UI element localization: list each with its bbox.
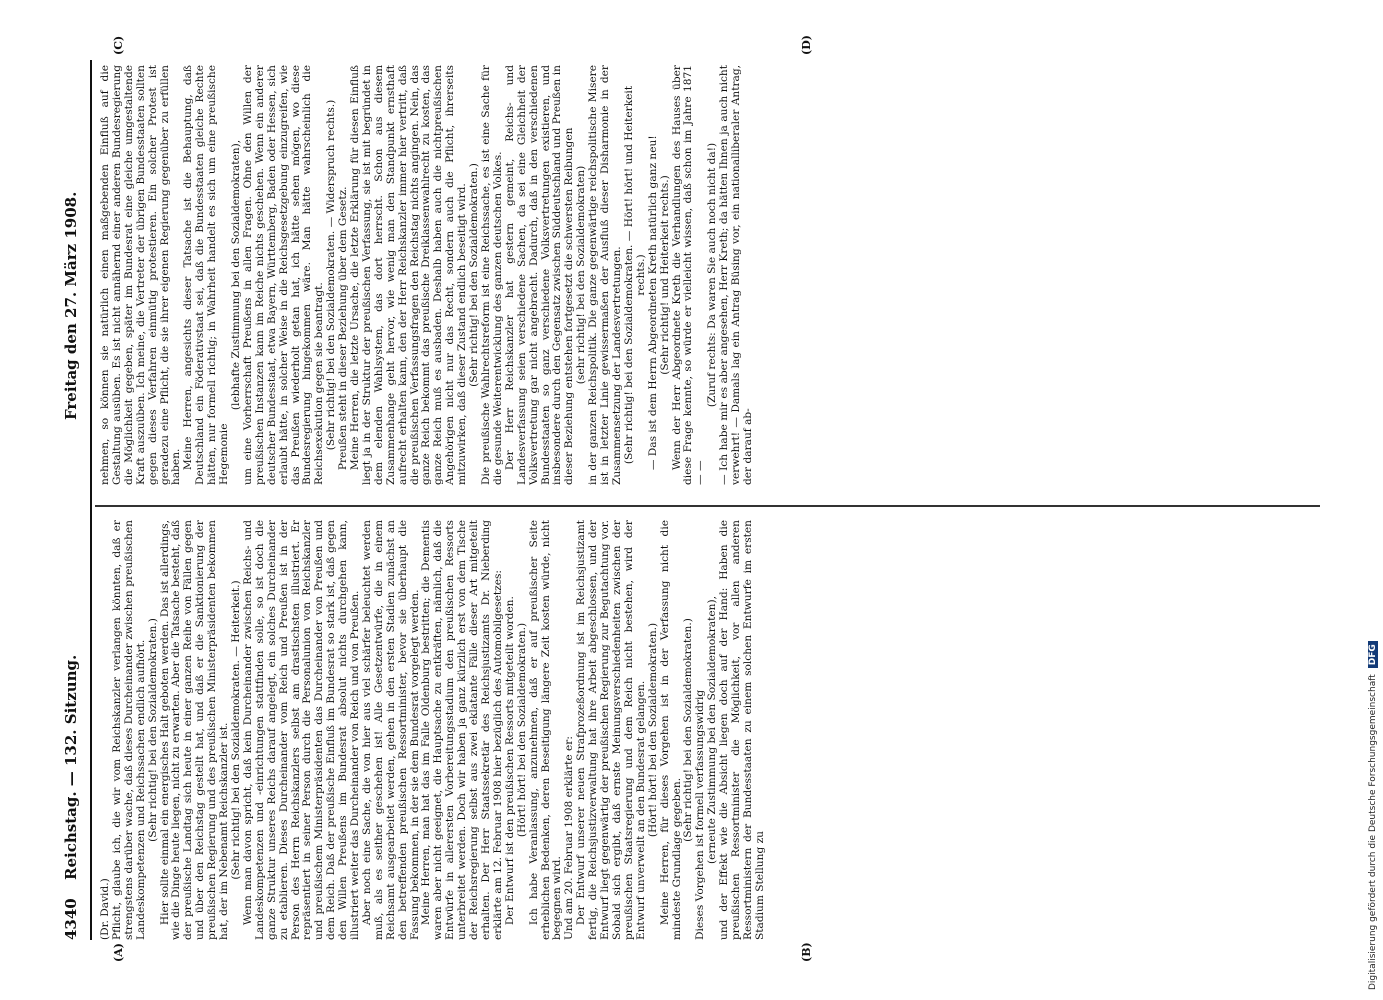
paragraph: (Zuruf rechts: Da waren Sie auch noch nicht da!)	[706, 142, 719, 408]
paragraph: Der Herr Reichskanzler hat gestern gemeint, Reichs- und Landesverfassung seien verschiedene Sachen, da sei eine Gleichheit der Volksvertretung gar nicht angebracht. Dadurch, daß in den verschiedenen Bundesstaaten so ganz verschiedene Volksvertretungen existieren, und insbesondere durch den Gegensatz zwischen Süddeutschland und Preußen in dieser Beziehung entstehen fortgesetzt die schwersten Reibungen	[503, 65, 576, 485]
margin-marker-b: (B)	[800, 942, 813, 962]
digitization-footer	[1368, 641, 1378, 990]
page-header	[60, 60, 88, 940]
paragraph: (Sehr richtig! bei den Sozialdemokraten.)	[468, 163, 481, 387]
paragraph: (erneute Zustimmung bei den Sozialdemokraten),	[706, 596, 719, 864]
paragraph: (Sehr richtig! bei den Sozialdemokraten.)	[682, 618, 695, 842]
paragraph: Wenn der Herr Abgeordnete Kreth die Verhandlungen des Hauses über diese Frage kennte, so würde er vielleicht wissen, daß schon im Jahre 1871 — —	[670, 65, 707, 485]
paragraph: Der Entwurf ist den preußischen Ressorts mitgeteilt worden.	[503, 596, 516, 926]
column-divider	[95, 506, 1320, 508]
margin-marker-d: (D)	[800, 35, 813, 55]
paragraph: nehmen, so können sie natürlich einen maßgebenden Einfluß auf die Gestaltung ausüben. Es ist nicht annähernd einer anderen Bundesregierung die Möglichkeit gegeben, später im Bundesrat eine gleiche umgestaltende Kraft auszuüben. Ich meine, die Vertreter der übrigen Bundesstaaten sollten gegen dieses Verfahren einmütig protestieren. Ein solcher Protest ist geradezu eine Pflicht, die sie ihrer eigenen Regierung gegenüber zu erfüllen haben.	[99, 65, 183, 485]
left-text-column	[100, 520, 767, 940]
paragraph: in der ganzen Reichspolitik. Die ganze gegenwärtige reichspolitische Misere ist in letzter Linie gewissermaßen der Ausfluß dieser Disharmonie in der Zusammensetzung der Landesvertretungen.	[587, 65, 623, 485]
header-date: Freitag den 27. März 1908.	[62, 191, 80, 420]
paragraph: Meine Herren, angesichts dieser Tatsache ist die Behauptung, daß Deutschland ein Föderativstaat sei, daß die Bundesstaaten gleiche Rechte hätten, nur formell richtig; in Wahrheit handelt es sich um eine preußische Hegemonie	[182, 65, 231, 485]
paragraph: (Dr. David.)	[99, 878, 111, 940]
paragraph: Meine Herren, die letzte Ursache, die letzte Erklärung für diesen Einfluß liegt ja in der Struktur der preußischen Verfassung, sie ist mit begründet in dem elenden Wahlsystem, das dort herrscht. Schon aus diesem Zusammenhange geht hervor, wie wenig man den Standpunkt ernsthaft aufrecht erhalten kann, den der Herr Reichskanzler immer hier vertritt, daß die preußischen Verfassungsfragen den Reichstag nichts angingen. Nein, das ganze Reich bekommt das preußische Dreiklassenwahlrecht zu kosten, das ganze Reich muß es ausbaden. Deshalb haben auch die nichtpreußischen Angehörigen nicht nur das Recht, sondern auch die Pflicht, ihrerseits mitzuwirken, daß dieser Zustand endlich beseitigt wird.	[349, 65, 469, 485]
paragraph: — Das ist dem Herrn Abgeordneten Kreth natürlich ganz neu!	[646, 135, 659, 471]
paragraph: und der Effekt wie die Absicht liegen doch auf der Hand: Haben die preußischen Ressortminister die Möglichkeit, vor allen anderen Ressortministern der Bundesstaaten zu einem solchen Entwurfe im ersten Stadium Stellung zu	[718, 520, 766, 940]
paragraph: (Sehr richtig! bei den Sozialdemokraten. — Widerspruch rechts.)	[325, 99, 338, 451]
paragraph: um eine Vorherrschaft Preußens in allen Fragen. Ohne den Willen der preußischen Instanzen kann im Reiche nichts geschehen. Wenn ein anderer deutscher Bundesstaat, etwa Bayern, Württemberg, Baden oder Hessen, sich erlaubt hätte, in solcher Weise in die Reichsgesetzgebung einzugreifen, wie das Preußen wiederholt getan hat, ich hätte sehen mögen, wo diese Bundesregierung hingekommen wäre. Man hätte wahrscheinlich die Reichsexekution gegen sie beantragt.	[241, 65, 326, 485]
dfg-logo: DFG	[1368, 641, 1378, 668]
right-text-column	[100, 65, 755, 485]
paragraph: (Sehr richtig! bei den Sozialdemokraten. — Hört! hört! und Heiterkeit rechts.)	[622, 85, 647, 465]
paragraph: Meine Herren, für dieses Vorgehen ist in der Verfassung nicht die mindeste Grundlage gegeben.	[658, 520, 683, 940]
page-number: 4340	[62, 898, 80, 940]
paragraph: Dieses Vorgehen ist formell verfassungswidrig	[694, 689, 707, 940]
paragraph: (sehr richtig! bei den Sozialdemokraten)	[575, 165, 588, 385]
paragraph: Der Entwurf unserer neuen Strafprozeßordnung ist im Reichsjustizamt fertig, die Reichsjustizverwaltung hat ihre Arbeit abgeschlossen, und der Entwurf liegt gegenwärtig der preußischen Regierung zur Begutachtung vor. Sobald sich ergibt, daß ernste Meinungsverschiedenheiten zwischen der preußischen Staatsregierung und dem Reich nicht bestehen, wird der Entwurf unverweilt an den Bundesrat gelangen.	[575, 520, 647, 940]
paragraph: (Sehr richtig! und Heiterkeit rechts.)	[658, 175, 671, 375]
paragraph: — Ich habe mir es aber angesehen, Herr Kreth; da hätten Ihnen ja auch nicht verwehrt! — Damals lag ein Antrag Büsing vor, ein nationalliberaler Antrag, der darauf ab-	[718, 65, 754, 485]
paragraph: (Sehr richtig! bei den Sozialdemokraten. — Heiterkeit.)	[229, 580, 242, 880]
header-session: Reichstag. — 132. Sitzung.	[62, 654, 80, 880]
paragraph: Aber noch eine Sache, die von hier aus viel schärfer beleuchtet werden muß, als es seither geschehen ist! Alle Gesetzentwürfe, die in einem Reichsamt ausgearbeitet werden, gehen in den ersten Stadien zunächst an den betreffenden preußischen Ressortminister, bevor sie überhaupt die Fassung bekommen, in der sie dem Bundesrat vorgelegt werden.	[360, 520, 421, 940]
paragraph: (Hört! hört! bei den Sozialdemokraten.)	[646, 622, 659, 838]
paragraph: (Hört! hört! bei den Sozialdemokraten.)	[515, 622, 528, 838]
margin-marker-a: (A)	[112, 943, 125, 962]
paragraph: Meine Herren, man hat das im Falle Oldenburg bestritten; die Dementis waren aber nicht geeignet, die Hauptsache zu entkräften, nämlich, daß die Entwürfe in allerersten Vorbereitungsstadium den preußischen Ressorts unterbreitet werden. Doch wir haben ja ganz kürzlich erst von dem Tische der Reichsregierung selbst aus zwei eklatante Fälle dieser Art mitgeteilt erhalten. Der Herr Staatssekretär des Reichsjustizamts Dr. Nieberding erklärte am 12. Februar 1908 hier bezüglich des Automobilgesetzes:	[420, 520, 504, 940]
paragraph: (Sehr richtig! bei den Sozialdemokraten.)	[146, 618, 159, 842]
paragraph: Wenn man davon spricht, daß kein Durcheinander zwischen Reichs- und Landeskompetenzen und -einrichtungen stattfinden solle, so ist doch die ganze Struktur unseres Reichs darauf angelegt, ein solches Durcheinander zu etablieren. Dieses Durcheinander vom Reich und Preußen ist in der Person des Herrn Reichskanzlers selbst am drastischsten illustriert. Er repräsentiert in seiner Person durch die Personalunion von Reichskanzler und preußischem Ministerpräsidenten das Durcheinander von Preußen und dem Reich. Daß der preußische Einfluß im Bundesrat so stark ist, daß gegen den Willen Preußens im Bundesrat absolut nichts durchgehen kann, illustriert weiter das Durcheinander von Reich und von Preußen.	[241, 520, 362, 940]
header-rule	[90, 60, 92, 940]
paragraph: Und am 20. Februar 1908 erklärte er:	[563, 736, 576, 940]
margin-marker-c: (C)	[112, 35, 125, 55]
paragraph: (lebhafte Zustimmung bei den Sozialdemokraten),	[229, 139, 242, 411]
paragraph: Preußen steht in dieser Beziehung über dem Gesetz.	[337, 186, 350, 471]
paragraph: Die preußische Wahlrechtsreform ist eine Reichssache, es ist eine Sache für die gesunde Weiterentwicklung des ganzen deutschen Volkes.	[480, 65, 504, 485]
footer-text: Digitalisierung gefördert durch die Deutsche Forschungsgemeinschaft	[1368, 674, 1378, 990]
paragraph: Hier sollte einmal ein energisches Halt geboten werden. Das ist allerdings, wie die Dinge heute liegen, nicht zu erwarten. Aber die Tatsache besteht, daß der preußische Landtag sich heute in einer ganzen Reihe von Fällen gegen und über den Reichstag gestellt hat, und daß er die Sanktionierung der preußischen Regierung und des preußischen Ministerpräsidenten bekommen hat, der im Nebenamt Reichskanzler ist.	[158, 520, 231, 940]
paragraph: Pflicht, glaube ich, die wir vom Reichskanzler verlangen könnten, daß er strengstens darüber wache, daß dieses Durcheinander zwischen preußischen Landeskompetenzen und Reichssachen endlich aufhört.	[110, 520, 147, 940]
paragraph: Ich habe Veranlassung, anzunehmen, daß er auf preußischer Seite erheblichen Bedenken, deren Beseitigung längere Zeit kosten würde, nicht begegnen wird.	[527, 520, 564, 940]
